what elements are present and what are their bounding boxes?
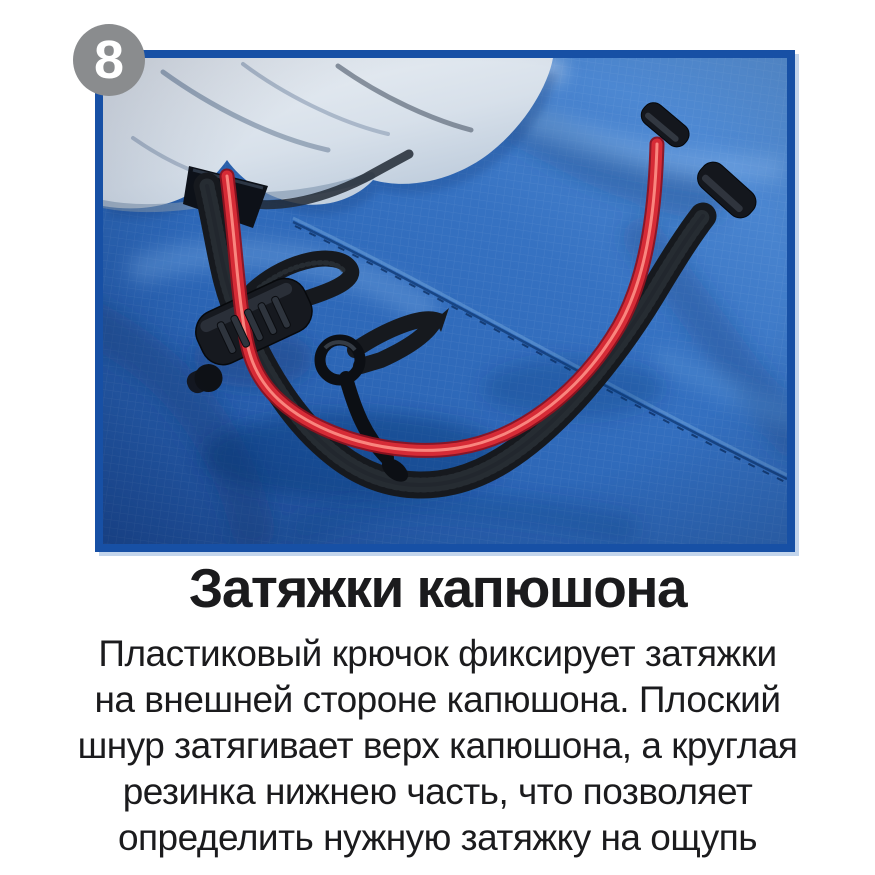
caption-line: Пластиковый крючок фиксирует затяжки — [98, 633, 777, 674]
caption-text — [0, 631, 875, 861]
caption-line: на внешней стороне капюшона. Плоский — [94, 679, 781, 720]
photo-vignette — [103, 58, 787, 544]
step-number: 8 — [93, 30, 125, 90]
photo-frame — [95, 50, 795, 552]
caption-line: шнур затягивает верх капюшона, а круглая — [77, 725, 798, 766]
page-title: Затяжки капюшона — [188, 557, 687, 619]
hood-drawcords-photo — [103, 58, 787, 544]
caption-line: резинка нижнею часть, что позволяет — [122, 771, 753, 812]
caption-line: определить нужную затяжку на ощупь — [117, 817, 758, 858]
step-number-badge — [73, 24, 145, 96]
